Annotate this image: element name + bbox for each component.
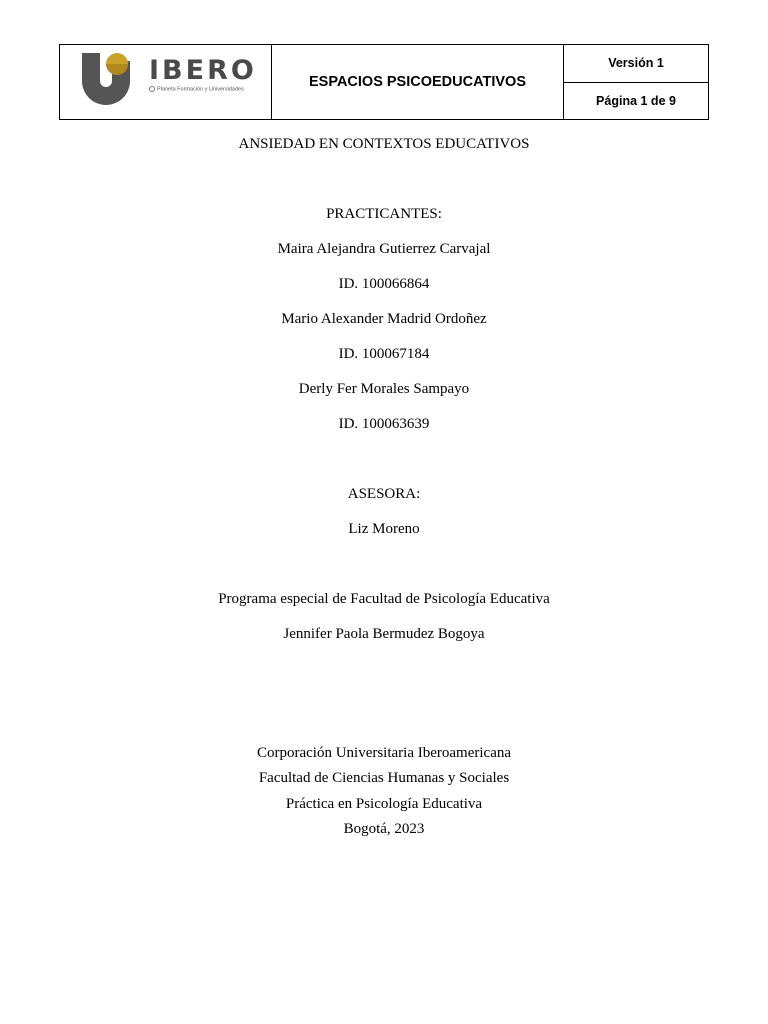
program-person: Jennifer Paola Bermudez Bogoya	[283, 626, 485, 642]
brand-name: IBERO	[149, 55, 257, 86]
faculty-name: Facultad de Ciencias Humanas y Sociales	[258, 770, 510, 786]
program-line: Programa especial de Facultad de Psicología Educativa	[218, 591, 550, 607]
document-title: ANSIEDAD EN CONTEXTOS EDUCATIVOS	[238, 136, 530, 152]
asesora-name: Liz Moreno	[348, 521, 420, 537]
student-id: ID. 100063639	[338, 416, 430, 432]
version-label: Versión 1	[564, 45, 708, 83]
ibero-logo-icon	[80, 51, 132, 107]
student-name: Maira Alejandra Gutierrez Carvajal	[277, 241, 491, 257]
institution-name: Corporación Universitaria Iberoamericana	[256, 745, 512, 761]
header-meta	[564, 45, 708, 119]
course-name: Práctica en Psicología Educativa	[285, 796, 483, 812]
page-number: Página 1 de 9	[596, 93, 676, 108]
student-name: Derly Fer Morales Sampayo	[298, 381, 470, 397]
header-title: ESPACIOS PSICOEDUCATIVOS	[272, 45, 564, 119]
logo-cell	[60, 45, 272, 119]
document-header	[59, 44, 709, 120]
asesora-label: ASESORA:	[347, 486, 421, 502]
brand-tagline-text: Planeta Formación y Universidades	[157, 86, 244, 93]
brand-tagline	[149, 86, 244, 92]
student-id: ID. 100067184	[338, 346, 430, 362]
place-date: Bogotá, 2023	[343, 821, 425, 837]
student-id: ID. 100066864	[338, 276, 430, 292]
planeta-icon	[149, 86, 155, 92]
student-name: Mario Alexander Madrid Ordoñez	[281, 311, 487, 327]
practicantes-label: PRACTICANTES:	[326, 206, 442, 222]
